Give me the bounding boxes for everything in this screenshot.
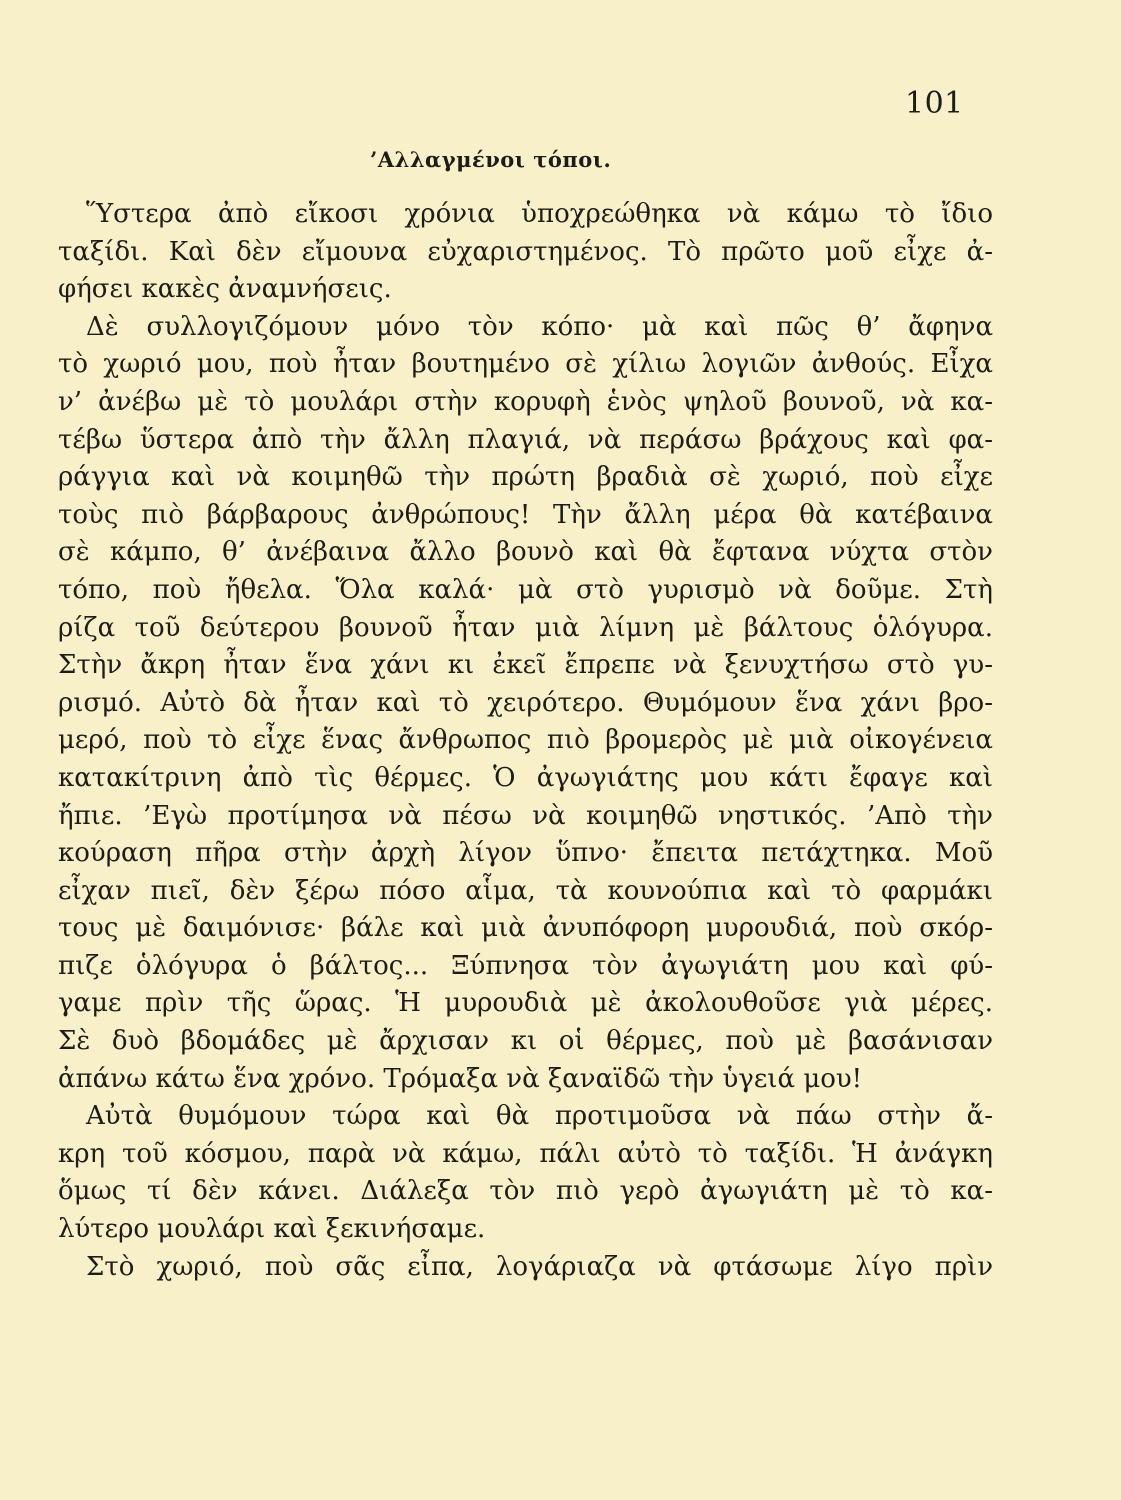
text-line: τέβω ὕστερα ἀπὸ τὴν ἄλλη πλαγιά, νὰ περάσω βράχους καὶ φα- <box>58 424 993 455</box>
text-line: Δὲ συλλογιζόμουν μόνο τὸν κόπο· μὰ καὶ πῶς θ’ ἄφηνα <box>86 311 993 342</box>
text-line: ἤπιε. ’Εγὼ προτίμησα νὰ πέσω νὰ κοιμηθῶ νηστικός. ’Απὸ τὴν <box>58 800 993 831</box>
text-line: ράγγια καὶ νὰ κοιμηθῶ τὴν πρώτη βραδιὰ σὲ χωριό, ποὺ εἶχε <box>58 462 993 493</box>
text-line: πιζε ὁλόγυρα ὁ βάλτος... Ξύπνησα τὸν ἀγωγιάτη μου καὶ φύ- <box>58 950 993 981</box>
text-line: κρη τοῦ κόσμου, παρὰ νὰ κάμω, πάλι αὐτὸ τὸ ταξίδι. Ἡ ἀνάγκη <box>58 1138 993 1169</box>
text-line: γαμε πρὶν τῆς ὥρας. Ἡ μυρουδιὰ μὲ ἀκολουθοῦσε γιὰ μέρες. <box>58 988 993 1019</box>
text-line: τοὺς πιὸ βάρβαρους ἀνθρώπους! Τὴν ἄλλη μέρα θὰ κατέβαινα <box>58 499 993 530</box>
body-text <box>58 196 993 1286</box>
text-line: Ὕστερα ἀπὸ εἴκοσι χρόνια ὑποχρεώθηκα νὰ κάμω τὸ ἴδιο <box>86 199 993 229</box>
text-line: σὲ κάμπο, θ’ ἀνέβαινα ἄλλο βουνὸ καὶ θὰ ἔφτανα νύχτα στὸν <box>58 537 993 568</box>
chapter-title: ’Αλλαγμένοι τόποι. <box>370 147 612 172</box>
text-line: φήσει κακὲς ἀναμνήσεις. <box>58 274 392 305</box>
text-line: εἶχαν πιεῖ, δὲν ξέρω πόσο αἷμα, τὰ κουνούπια καὶ τὸ φαρμάκι <box>58 875 993 906</box>
text-line: ρισμό. Αὐτὸ δὰ ἦταν καὶ τὸ χειρότερο. Θυμόμουν ἕνα χάνι βρο- <box>58 687 993 718</box>
text-line: μερό, ποὺ τὸ εἶχε ἕνας ἄνθρωπος πιὸ βρομερὸς μὲ μιὰ οἰκογένεια <box>58 725 993 756</box>
text-line: τὸ χωριό μου, ποὺ ἦταν βουτημένο σὲ χίλιω λογιῶν ἀνθούς. Εἶχα <box>58 349 993 380</box>
text-line: Στὴν ἄκρη ἦταν ἕνα χάνι κι ἐκεῖ ἔπρεπε νὰ ξενυχτήσω στὸ γυ- <box>58 650 993 681</box>
text-line: Σὲ δυὸ βδομάδες μὲ ἄρχισαν κι οἱ θέρμες, ποὺ μὲ βασάνισαν <box>58 1026 993 1057</box>
text-line: τόπο, ποὺ ἤθελα. Ὅλα καλά· μὰ στὸ γυρισμὸ νὰ δοῦμε. Στὴ <box>58 574 993 605</box>
text-line: Στὸ χωριό, ποὺ σᾶς εἶπα, λογάριαζα νὰ φτάσωμε λίγο πρὶν <box>86 1251 993 1282</box>
text-line: κατακίτρινη ἀπὸ τὶς θέρμες. Ὁ ἀγωγιάτης μου κάτι ἔφαγε καὶ <box>58 762 993 793</box>
text-line: ν’ ἀνέβω μὲ τὸ μουλάρι στὴν κορυφὴ ἑνὸς ψηλοῦ βουνοῦ, νὰ κα- <box>58 386 993 417</box>
text-line: Αὐτὰ θυμόμουν τώρα καὶ θὰ προτιμοῦσα νὰ πάω στὴν ἄ- <box>86 1101 993 1132</box>
page-number: 101 <box>905 86 964 121</box>
text-line: κούραση πῆρα στὴν ἀρχὴ λίγον ὕπνο· ἔπειτα πετάχτηκα. Μοῦ <box>58 838 993 869</box>
text-line: ταξίδι. Καὶ δὲν εἴμουνα εὐχαριστημένος. Τὸ πρῶτο μοῦ εἶχε ἀ- <box>58 236 993 267</box>
text-line: ἀπάνω κάτω ἕνα χρόνο. Τρόμαξα νὰ ξαναϊδῶ τὴν ὑγειά μου! <box>58 1063 863 1094</box>
text-line: ρίζα τοῦ δεύτερου βουνοῦ ἦταν μιὰ λίμνη μὲ βάλτους ὁλόγυρα. <box>58 612 993 643</box>
text-line: ὅμως τί δὲν κάνει. Διάλεξα τὸν πιὸ γερὸ ἀγωγιάτη μὲ τὸ κα- <box>58 1176 993 1207</box>
text-line: τους μὲ δαιμόνισε· βάλε καὶ μιὰ ἀνυπόφορη μυρουδιά, ποὺ σκόρ- <box>58 913 993 944</box>
text-line: λύτερο μουλάρι καὶ ξεκινήσαμε. <box>58 1214 486 1245</box>
